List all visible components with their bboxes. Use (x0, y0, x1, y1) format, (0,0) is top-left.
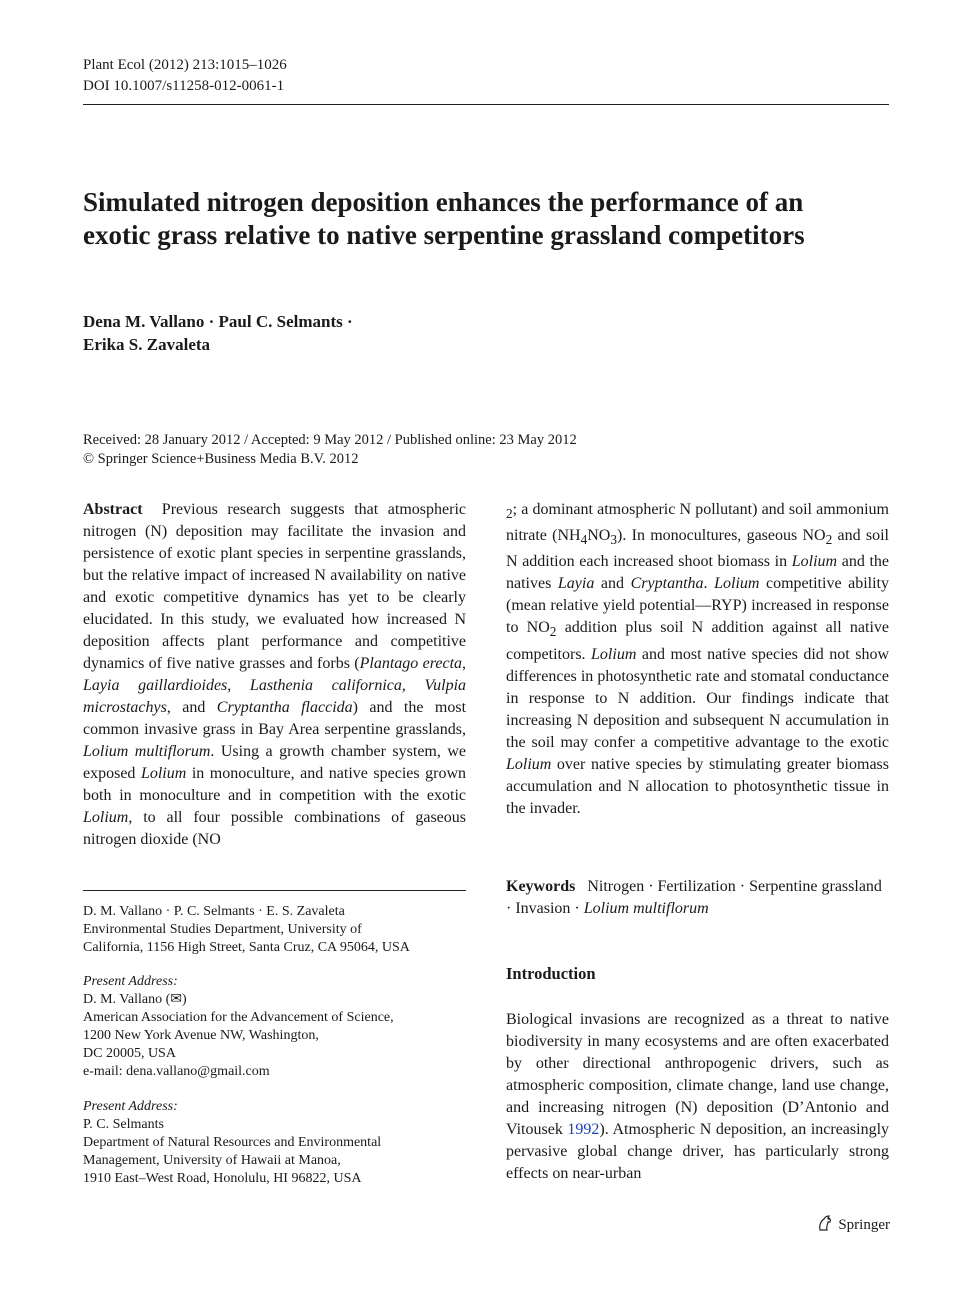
present-address-selmants (83, 1098, 466, 1188)
species-name: Lolium multiflorum (83, 743, 211, 760)
publication-dates (83, 431, 577, 469)
species-name: Lolium (791, 553, 838, 571)
authors (83, 310, 503, 356)
conjunction: and (594, 575, 631, 593)
keywords (506, 876, 889, 920)
present-address-vallano (83, 973, 466, 1081)
formula-part: NO (587, 527, 611, 545)
footnote-line: DC 20005, USA (83, 1046, 176, 1061)
subscript: 3 (610, 532, 618, 548)
subscript: 2 (825, 532, 833, 548)
abstract-left-column (83, 499, 466, 851)
abstract-sentence: and soil N addition each increased shoot biomass in (506, 527, 890, 571)
footnote-line: 1200 New York Avenue NW, Washington, (83, 1028, 319, 1043)
species-name: Cryptantha flaccida (216, 699, 353, 716)
footnote-line: D. M. Vallano · P. C. Selmants · E. S. Zavaleta (83, 904, 345, 919)
abstract-heading: Abstract (83, 501, 143, 518)
abstract-sentence: addition plus soil N addition against all native competitors. (506, 619, 889, 663)
authors-line-2: Erika S. Zavaleta (83, 335, 211, 354)
present-address-label: Present Address: (83, 1099, 178, 1114)
species-name: Plantago erecta (359, 655, 463, 672)
footnote-line: Management, University of Hawaii at Manoa, (83, 1153, 341, 1168)
species-name: Lolium (140, 765, 187, 782)
footnote-line: American Association for the Advancement of Science, (83, 1010, 394, 1025)
abstract-sentence: in monoculture, and native species grown both in monoculture and in competition with the exotic (83, 765, 466, 804)
doi: DOI 10.1007/s11258-012-0061-1 (83, 78, 285, 94)
abstract-right-column (506, 499, 889, 820)
email-line[interactable]: e-mail: dena.vallano@gmail.com (83, 1064, 270, 1079)
journal-citation: Plant Ecol (2012) 213:1015–1026 (83, 57, 287, 73)
abstract-sentence: . (703, 575, 715, 593)
affiliation-footnote (83, 903, 466, 957)
publisher-footer (816, 1214, 890, 1237)
springer-horse-logo-icon (816, 1214, 834, 1237)
copyright-line: © Springer Science+Business Media B.V. 2012 (83, 451, 359, 467)
abstract-text: Abstract Previous research suggests that atmospheric nitrogen (N) deposition may facilitate the invasion and persistence of exotic plant species in serpentine grasslands, but the relative impact of increased N availability on native and exotic competitive dynamics has yet to be clearly elucidated. In this study, we evaluated how increased N deposition affects plant performance and competitive dynamics of five native grasses and forbs (Plantago erecta, Layia gaillardioides, Lasthenia californica, Vulpia microstachys, and Cryptantha flaccida) and the most common invasive grass in Bay Area serpentine grasslands, Lolium multiflorum. Using a growth chamber system, we exposed Lolium in monoculture, and native species grown both in monoculture and in competition with the exotic Lolium, to all four possible combinations of gaseous nitrogen dioxide (NO (83, 501, 467, 848)
header-rule (83, 104, 889, 105)
footnote-line: P. C. Selmants (83, 1117, 164, 1132)
abstract-sentence: competitive ability (mean relative yield potential—RYP) increased in response to NO (506, 575, 890, 637)
paper-title: Simulated nitrogen deposition enhances the performance of an exotic grass relative to native serpentine grassland competitors (83, 187, 805, 250)
intro-sentence: ). Atmospheric N deposition, an increasingly pervasive global change driver, has particularly strong effects on near-urban (506, 1121, 890, 1182)
abstract-sentence: ). In monocultures, gaseous NO (617, 527, 826, 545)
authors-line-1: Dena M. Vallano · Paul C. Selmants · (83, 312, 353, 331)
species-name: Lolium (506, 755, 552, 773)
conjunction: , and (166, 699, 217, 716)
species-name: Cryptantha (630, 575, 704, 593)
abstract-sentence: Previous research suggests that atmospheric nitrogen (N) deposition may facilitate the invasion and persistence of exotic plant species in serpentine grasslands, but the relative impact of increased N availability on native and exotic competitive dynamics has yet to be clearly elucidated. In this study, we evaluated how increased N deposition affects plant performance and competitive dynamics of five native grasses and forbs ( (83, 501, 466, 672)
abstract-sentence: , to all four possible combinations of gaseous nitrogen dioxide (NO (83, 809, 466, 848)
subscript: 2 (506, 506, 513, 522)
abstract-continued (506, 499, 889, 820)
footnote-line: 1910 East–West Road, Honolulu, HI 96822, USA (83, 1171, 362, 1186)
abstract-sentence: . Using a growth chamber system, we exposed (83, 743, 466, 782)
present-address-label: Present Address: (83, 974, 178, 989)
abstract-sentence: over native species by stimulating greater biomass accumulation and N allocation to photosynthetic tissue in the invader. (506, 755, 889, 817)
species-name: Lasthenia californica (249, 677, 402, 694)
species-name: Layia gaillardioides (83, 677, 228, 694)
footnote-line: California, 1156 High Street, Santa Cruz, CA 95064, USA (83, 940, 410, 955)
abstract-sentence: and most native species did not show differences in photosynthetic rate and stomatal conductance in response to N addition. Our findings indicate that increasing N deposition and subsequent N accumulation in the soil may confer a competitive advantage to the exotic (506, 645, 889, 751)
abstract-sentence: and the natives (506, 553, 890, 593)
received-line: Received: 28 January 2012 / Accepted: 9 May 2012 / Published online: 23 May 2012 (83, 432, 577, 448)
species-name: Lolium (714, 575, 760, 593)
footnote-line: Environmental Studies Department, University of (83, 922, 362, 937)
footnote-line: Department of Natural Resources and Environmental (83, 1135, 382, 1150)
species-name: Layia (557, 575, 595, 593)
footnote-line: D. M. Vallano (✉) (83, 992, 187, 1007)
intro-sentence: Biological invasions are recognized as a threat to native biodiversity in many ecosystems and are often exacerbated by other directional anthropogenic drivers, such as atmospheric composition, climate change, land use change, and increasing nitrogen (N) deposition (D’Antonio and Vitousek (506, 1011, 889, 1138)
introduction-text (506, 1009, 889, 1185)
abstract-sentence: ; a dominant atmospheric N pollutant) and soil ammonium nitrate (NH (506, 501, 889, 545)
keywords-heading: Keywords (506, 878, 576, 895)
introduction-heading: Introduction (506, 964, 596, 983)
subscript: 4 (580, 532, 588, 548)
footnote-rule (83, 890, 466, 891)
keyword-species: Lolium multiflorum (583, 900, 709, 917)
publisher-name: Springer (838, 1217, 890, 1233)
species-name: Vulpia microstachys (83, 677, 467, 716)
keywords-list: Nitrogen · Fertilization · Serpentine grassland · Invasion · (506, 878, 882, 917)
citation-link[interactable]: 1992 (567, 1121, 600, 1138)
subscript: 2 (549, 624, 557, 640)
species-name: Lolium (591, 645, 637, 663)
abstract-sentence: ) and the most common invasive grass in Bay Area serpentine grasslands, (83, 699, 467, 738)
species-name: Lolium (83, 809, 129, 826)
